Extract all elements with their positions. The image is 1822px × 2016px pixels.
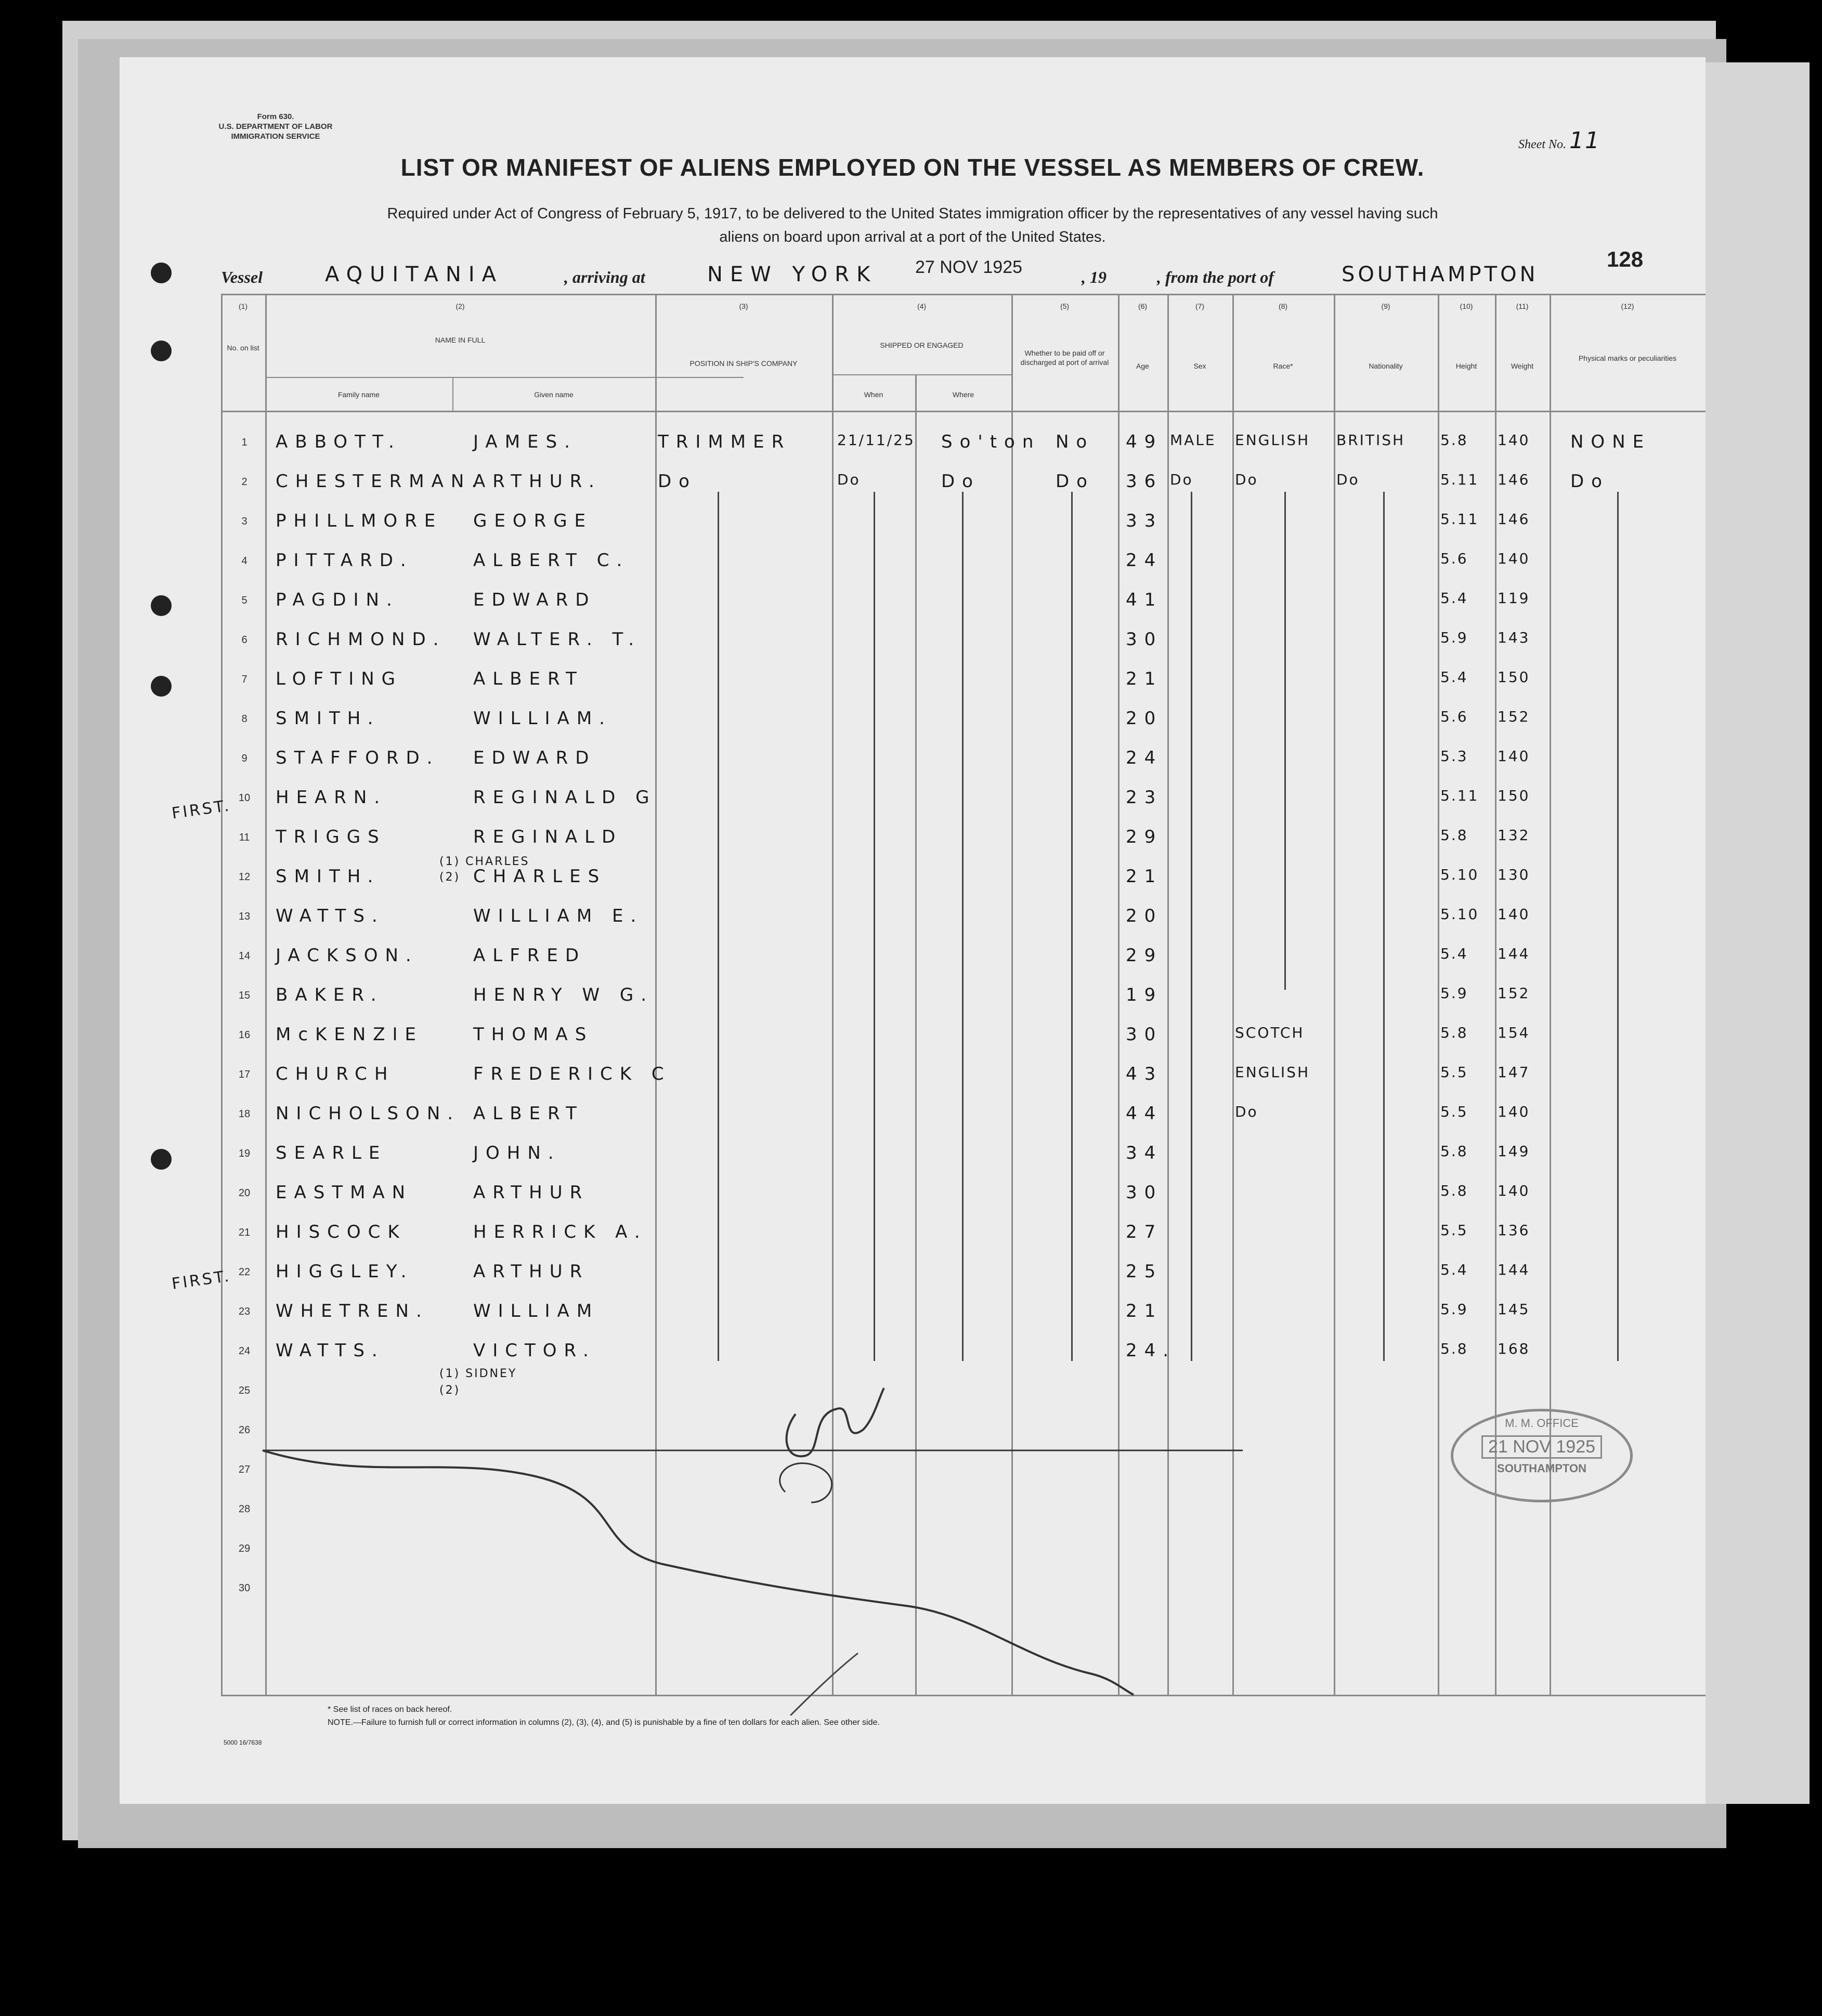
age: 21: [1126, 669, 1163, 689]
row-number: 25: [238, 1385, 251, 1396]
ditto-line: [1284, 492, 1286, 990]
family-name: McKENZIE: [276, 1024, 424, 1045]
given-name: EDWARD: [473, 590, 596, 610]
col-12-header: Physical marks or peculiarities: [1578, 354, 1677, 362]
col-9-number: (9): [1381, 302, 1390, 310]
given-name: WILLIAM: [473, 1301, 600, 1321]
col-12-number: (12): [1621, 302, 1634, 310]
position: TRIMMER: [658, 431, 791, 452]
col-10-number: (10): [1460, 302, 1473, 310]
race: Do: [1235, 1103, 1258, 1120]
weight: 152: [1498, 985, 1530, 1002]
age: 43: [1126, 1064, 1163, 1084]
height: 5.8: [1440, 1024, 1468, 1041]
family-name: CHURCH: [276, 1064, 395, 1084]
ditto-line: [962, 492, 964, 1361]
col-11-header: Weight: [1511, 362, 1534, 370]
height: 5.11: [1440, 510, 1479, 528]
age: 29: [1126, 945, 1163, 966]
arrival-port: NEW YORK: [707, 263, 878, 286]
given-name: REGINALD: [473, 827, 623, 847]
triggs-alt-given-2: (2): [439, 871, 461, 884]
shipped-when: 21/11/25: [837, 431, 915, 449]
family-name: ABBOTT.: [276, 431, 401, 452]
department: U.S. DEPARTMENT OF LABOR: [218, 122, 333, 131]
ditto-line: [1191, 492, 1192, 1361]
family-name: EASTMAN: [276, 1182, 413, 1203]
row-number: 30: [238, 1582, 251, 1594]
weight: 154: [1498, 1024, 1530, 1041]
col-rule: [221, 294, 223, 1695]
office-stamp: [1451, 1409, 1633, 1502]
height: 5.10: [1440, 866, 1479, 883]
height: 5.10: [1440, 906, 1479, 923]
weight: 145: [1498, 1301, 1530, 1318]
weight: 150: [1498, 787, 1530, 804]
watts-alt-given-2: (2): [439, 1384, 461, 1397]
stamp-date: 21 NOV 1925: [1481, 1435, 1602, 1459]
manifest-page: [120, 57, 1706, 1804]
weight: 140: [1498, 1103, 1530, 1120]
height: 5.11: [1440, 471, 1479, 488]
weight: 150: [1498, 669, 1530, 686]
first-class-note-row-22: FIRST.: [171, 1267, 232, 1293]
given-name: THOMAS: [473, 1024, 594, 1045]
given-name: ARTHUR.: [473, 471, 602, 492]
punch-hole: [151, 595, 172, 616]
given-name: ALBERT C.: [473, 550, 630, 571]
height: 5.8: [1440, 431, 1468, 449]
height: 5.9: [1440, 629, 1468, 646]
row-number: 29: [238, 1543, 251, 1554]
col-5-header: Whether to be paid off or discharged at port of arrival: [1020, 349, 1109, 366]
weight: 132: [1498, 827, 1530, 844]
family-name: SEARLE: [276, 1143, 387, 1163]
first-class-note-row-10: FIRST.: [171, 796, 232, 823]
given-name: GEORGE: [473, 510, 593, 531]
col-1-header: No. on list: [227, 344, 259, 352]
race: SCOTCH: [1235, 1024, 1305, 1041]
weight: 140: [1498, 1182, 1530, 1199]
age: 29: [1126, 827, 1163, 847]
height: 5.8: [1440, 1182, 1468, 1199]
age: 36: [1126, 471, 1163, 492]
list-number: 128: [1607, 247, 1644, 271]
weight: 143: [1498, 629, 1530, 646]
col-6-number: (6): [1138, 302, 1148, 310]
weight: 119: [1498, 590, 1530, 607]
family-name: WATTS.: [276, 906, 385, 926]
age: 24: [1126, 550, 1163, 571]
row-number: 7: [241, 674, 248, 685]
form-number: Form 630.: [257, 112, 294, 121]
departure-port: SOUTHAMPTON: [1342, 263, 1539, 286]
height: 5.5: [1440, 1064, 1468, 1081]
age: 30: [1126, 1182, 1163, 1203]
row-number: 2: [241, 476, 248, 488]
table-top-rule: [221, 294, 1706, 295]
family-name: PAGDIN.: [276, 590, 399, 610]
col-rule: [1438, 294, 1439, 1695]
punch-hole: [151, 676, 172, 697]
weight: 140: [1498, 748, 1530, 765]
col-8-header: Race*: [1273, 362, 1293, 370]
row-number: 5: [241, 595, 248, 606]
given-name: CHARLES: [473, 866, 607, 887]
triggs-alt-given-1: (1) CHARLES: [439, 855, 530, 868]
height: 5.4: [1440, 669, 1468, 686]
family-name: CHESTERMAN.: [276, 471, 485, 492]
given-name: ALBERT: [473, 1103, 584, 1124]
height: 5.8: [1440, 1340, 1468, 1357]
height: 5.6: [1440, 708, 1468, 725]
given-name: ARTHUR: [473, 1182, 590, 1203]
age: 27: [1126, 1222, 1163, 1242]
weight: 140: [1498, 550, 1530, 567]
col-2-number: (2): [455, 302, 465, 310]
weight: 146: [1498, 471, 1530, 488]
family-name: TRIGGS: [276, 827, 386, 847]
name-subheader-rule: [265, 377, 744, 378]
print-code: 5000 16/7638: [224, 1739, 262, 1746]
height: 5.8: [1440, 827, 1468, 844]
height: 5.9: [1440, 1301, 1468, 1318]
height: 5.11: [1440, 787, 1479, 804]
row-number: 12: [238, 871, 251, 883]
family-name: SMITH.: [276, 708, 381, 729]
col-3-header: POSITION IN SHIP'S COMPANY: [689, 359, 798, 368]
family-name: RICHMOND.: [276, 629, 446, 650]
row-number: 8: [241, 713, 248, 725]
col-6-header: Age: [1136, 362, 1149, 370]
stamp-line-3: SOUTHAMPTON: [1497, 1462, 1586, 1475]
row-number: 28: [238, 1503, 251, 1515]
given-name: EDWARD: [473, 748, 596, 768]
age: 21: [1126, 866, 1163, 887]
age: 23: [1126, 787, 1163, 808]
age: 44: [1126, 1103, 1163, 1124]
col-1-number: (1): [238, 302, 248, 310]
row-number: 11: [239, 832, 250, 843]
weight: 147: [1498, 1064, 1530, 1081]
col-8-number: (8): [1278, 302, 1288, 310]
row-number: 27: [238, 1464, 251, 1475]
row-number: 20: [238, 1187, 251, 1199]
age: 24.: [1126, 1340, 1176, 1361]
sex: Do: [1170, 471, 1193, 488]
vessel-label: Vessel: [221, 268, 263, 286]
weight: 144: [1498, 1261, 1530, 1278]
height: 5.4: [1440, 590, 1468, 607]
height: 5.3: [1440, 748, 1468, 765]
shipped-where: Do: [941, 471, 980, 492]
year-label: , 19: [1082, 268, 1107, 286]
height: 5.5: [1440, 1103, 1468, 1120]
service: IMMIGRATION SERVICE: [231, 132, 320, 141]
age: 30: [1126, 1024, 1163, 1045]
age: 25: [1126, 1261, 1163, 1282]
subtitle-line-2: aliens on board upon arrival at a port of the United States.: [719, 229, 1106, 245]
given-name: VICTOR.: [473, 1340, 596, 1361]
sex: MALE: [1170, 431, 1216, 449]
given-name: FREDERICK C: [473, 1064, 671, 1084]
given-name: ALBERT: [473, 669, 584, 689]
paid-off: No: [1056, 431, 1095, 452]
weight: 144: [1498, 945, 1530, 962]
punch-hole: [151, 341, 172, 361]
family-name: HEARN.: [276, 787, 387, 808]
age: 19: [1126, 985, 1163, 1005]
col-11-number: (11): [1516, 302, 1529, 310]
col-4a-header: When: [864, 390, 883, 399]
weight: 152: [1498, 708, 1530, 725]
ditto-line: [1383, 492, 1385, 1361]
age: 33: [1126, 510, 1163, 531]
given-name: ALFRED: [473, 945, 587, 966]
row-number: 16: [238, 1029, 251, 1041]
col-2a-header: Family name: [337, 390, 380, 399]
race: ENGLISH: [1235, 1064, 1310, 1081]
given-name: WILLIAM E.: [473, 906, 644, 926]
arriving-label: , arriving at: [564, 268, 645, 286]
weight: 168: [1498, 1340, 1530, 1357]
family-name: NICHOLSON.: [276, 1103, 461, 1124]
age: 41: [1126, 590, 1163, 610]
weight: 140: [1498, 906, 1530, 923]
race: Do: [1235, 471, 1258, 488]
given-name: ARTHUR: [473, 1261, 590, 1282]
col-4b-header: Where: [952, 390, 974, 399]
ditto-line: [1071, 492, 1073, 1361]
family-name: JACKSON.: [276, 945, 419, 966]
ditto-line: [1617, 492, 1619, 1361]
age: 34: [1126, 1143, 1163, 1163]
weight: 149: [1498, 1143, 1530, 1160]
col-4-number: (4): [917, 302, 927, 310]
row-number: 22: [238, 1266, 251, 1278]
age: 30: [1126, 629, 1163, 650]
col-7-number: (7): [1195, 302, 1205, 310]
row-number: 14: [238, 950, 251, 962]
col-rule: [1334, 294, 1335, 1695]
weight: 146: [1498, 510, 1530, 528]
row-number: 17: [238, 1069, 251, 1080]
height: 5.4: [1440, 1261, 1468, 1278]
nationality: Do: [1336, 471, 1360, 488]
col-3-number: (3): [739, 302, 748, 310]
row-number: 9: [241, 753, 248, 764]
age: 21: [1126, 1301, 1163, 1321]
col-10-header: Height: [1455, 362, 1477, 370]
sheet-number-block: [1518, 127, 1600, 154]
weight: 140: [1498, 431, 1530, 449]
height: 5.8: [1440, 1143, 1468, 1160]
height: 5.5: [1440, 1222, 1468, 1239]
height: 5.6: [1440, 550, 1468, 567]
age: 20: [1126, 708, 1163, 729]
sheet-number: 11: [1569, 127, 1600, 154]
ditto-line: [718, 492, 719, 1361]
row-number: 23: [238, 1306, 251, 1317]
row-number: 15: [238, 990, 251, 1001]
row-number: 19: [238, 1148, 251, 1159]
vessel-name: AQUITANIA: [325, 263, 503, 286]
ditto-line: [874, 492, 875, 1361]
row-number: 21: [238, 1227, 251, 1238]
family-name: PITTARD.: [276, 550, 413, 571]
header-bottom-rule: [221, 411, 1706, 412]
paid-off: Do: [1056, 471, 1095, 492]
given-name: JOHN.: [473, 1143, 561, 1163]
row-number: 1: [241, 437, 248, 448]
family-name: PHILLMORE: [276, 510, 443, 531]
col-4-header: SHIPPED OR ENGAGED: [880, 341, 964, 349]
arrival-date-stamp: 27 NOV 1925: [915, 257, 1023, 277]
family-name: STAFFORD.: [276, 748, 440, 768]
punch-hole: [151, 1149, 172, 1170]
family-name: LOFTING: [276, 669, 403, 689]
given-name: WALTER. T.: [473, 629, 642, 650]
col-7-header: Sex: [1193, 362, 1206, 370]
position: Do: [658, 471, 697, 492]
given-name: REGINALD G: [473, 787, 657, 808]
row-number: 24: [238, 1345, 251, 1357]
height: 5.4: [1440, 945, 1468, 962]
col-2-header: NAME IN FULL: [435, 336, 486, 344]
family-name: HISCOCK: [276, 1222, 407, 1242]
family-name: WHETREN.: [276, 1301, 429, 1321]
nationality: BRITISH: [1336, 431, 1405, 449]
given-name: JAMES.: [473, 431, 577, 452]
row-number: 26: [238, 1424, 251, 1436]
age: 49: [1126, 431, 1163, 452]
subtitle-line-1: Required under Act of Congress of February 5, 1917, to be delivered to the United States immigration officer by the representatives of any vessel having such: [387, 205, 1438, 222]
given-name: WILLIAM.: [473, 708, 612, 729]
weight: 130: [1498, 866, 1530, 883]
row-number: 3: [241, 516, 248, 527]
watts-alt-given-1: (1) SIDNEY: [439, 1367, 517, 1380]
col-5-number: (5): [1060, 302, 1070, 310]
page-title: LIST OR MANIFEST OF ALIENS EMPLOYED ON THE VESSEL AS MEMBERS OF CREW.: [400, 154, 1425, 181]
footnote-penalty: NOTE.—Failure to furnish full or correct information in columns (2), (3), (4), and (5) is punishable by a fine of ten dollars for each alien. See other side.: [328, 1718, 880, 1727]
row-number: 10: [238, 792, 251, 804]
physical-marks: Do: [1570, 471, 1609, 492]
punch-hole: [151, 263, 172, 283]
col-2b-header: Given name: [534, 390, 574, 399]
weight: 136: [1498, 1222, 1530, 1239]
shipped-where: So'ton: [941, 431, 1041, 452]
shipped-subheader-rule: [832, 374, 1011, 375]
family-name: WATTS.: [276, 1340, 385, 1361]
row-number: 4: [241, 555, 248, 567]
given-name: HERRICK A.: [473, 1222, 647, 1242]
given-name: HENRY W G.: [473, 985, 654, 1005]
physical-marks: NONE: [1570, 431, 1651, 452]
race: ENGLISH: [1235, 431, 1310, 449]
height: 5.9: [1440, 985, 1468, 1002]
age: 24: [1126, 748, 1163, 768]
family-name: HIGGLEY.: [276, 1261, 414, 1282]
row-number: 13: [238, 911, 251, 922]
footnote-races: * See list of races on back hereof.: [328, 1705, 452, 1714]
family-name: SMITH.: [276, 866, 381, 887]
closing-line-drawing: [260, 1378, 1248, 1716]
sheet-label: Sheet No.: [1518, 138, 1566, 151]
form-id-block: [218, 112, 333, 141]
row-number: 18: [238, 1108, 251, 1120]
col-9-header: Nationality: [1369, 362, 1403, 370]
stamp-line-1: M. M. OFFICE: [1505, 1417, 1579, 1430]
shipped-when: Do: [837, 471, 861, 488]
from-port-label: , from the port of: [1157, 268, 1274, 286]
age: 20: [1126, 906, 1163, 926]
family-name: BAKER.: [276, 985, 384, 1005]
row-number: 6: [241, 634, 248, 646]
